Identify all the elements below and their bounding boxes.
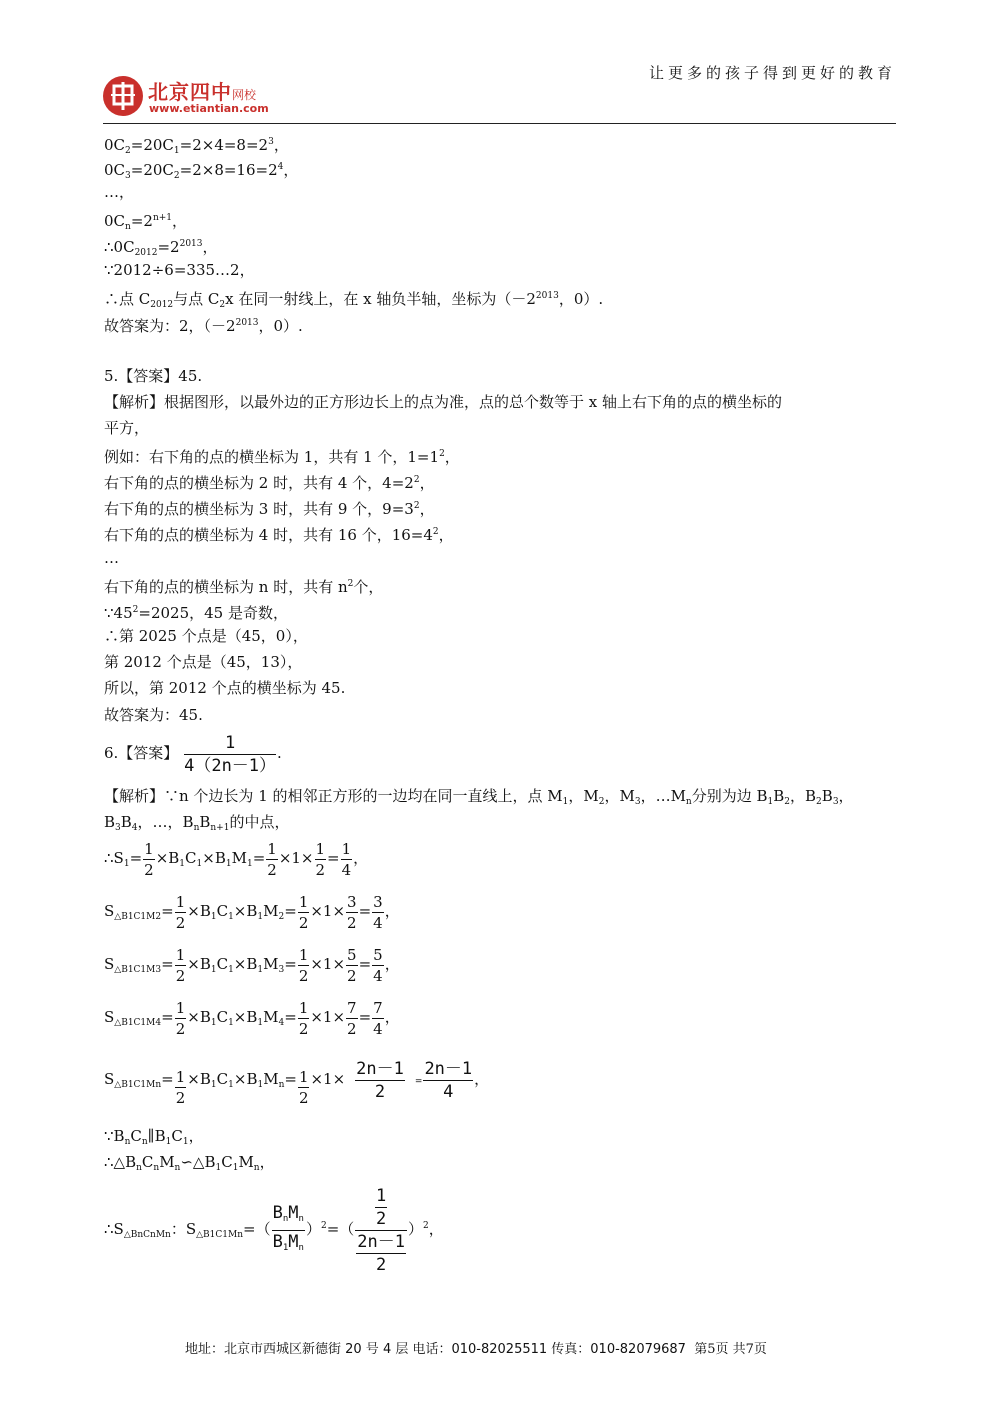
school-logo bbox=[103, 74, 303, 120]
line-parallel: $\because B_nC_n\parallel B_1C_1$， bbox=[104, 1127, 204, 1147]
eq-sn: $S_{\triangle B1C1Mn}=$ $\frac{1}{2}$ $\times B_1C_1\times B_1M_n=$ $\frac{1}{2}$ ×1× $\frac{2n-1}{2}$ = $\frac{2n-1}{4}$ ， bbox=[104, 1058, 490, 1107]
q5-ellipsis: … bbox=[104, 549, 119, 567]
q5-general: 右下角的点的横坐标为 n 时，共有 $n^2$个， bbox=[104, 578, 384, 596]
eq-s4: $S_{\triangle B1C1M4}=$ $\frac{1}{2}$ $\times B_1C_1\times B_1M_4=$ $\frac{1}{2}$ ×1× $\frac{7}{2}$ = $\frac{7}{4}$ ， bbox=[104, 998, 400, 1038]
q5-example-3: 右下角的点的横坐标为 3 时，共有 9 个，$9=3^2$， bbox=[104, 500, 435, 518]
line-division: ∵2012÷6=335…2， bbox=[104, 261, 255, 279]
q6-answer: 6.【答案】 $\frac{1}{4(2n-1)}$ . bbox=[104, 732, 282, 776]
q5-final: 故答案为：45. bbox=[104, 706, 203, 724]
line-ellipsis: …， bbox=[104, 183, 135, 201]
header-slogan: 让更多的孩子得到更好的教育 bbox=[648, 64, 896, 82]
line-answer-4: 故答案为：2，（$-2^{2013}$，0）. bbox=[104, 317, 303, 335]
eq-s2: $S_{\triangle B1C1M2}=$ $\frac{1}{2}$ $\times B_1C_1\times B_1M_2=$ $\frac{1}{2}$ ×1× $\frac{3}{2}$ = $\frac{3}{4}$ ， bbox=[104, 892, 400, 932]
q5-example-1: 例如：右下角的点的横坐标为 1，共有 1 个，$1=1^2$， bbox=[104, 448, 460, 466]
eq-s1: $\therefore S_1=$ $\frac{1}{2}$ $\times B_1C_1\times B_1M_1=$ $\frac{1}{2}$ ×1× $\frac{1}{2}$ = $\frac{1}{4}$ ， bbox=[104, 839, 369, 879]
q5-analysis-cont: 平方， bbox=[104, 419, 150, 437]
line-ocn: $0C_n=2^{n+1}$， bbox=[104, 212, 188, 232]
header-divider bbox=[103, 123, 896, 124]
q5-answer: 5.【答案】45. bbox=[104, 367, 203, 385]
q5-point-2012: 第 2012 个点是（45，13）， bbox=[104, 653, 303, 671]
q6-answer-fraction: $\frac{1}{4(2n-1)}$ bbox=[184, 732, 277, 776]
q5-because: $\because 45^2=2025$，45 是奇数， bbox=[104, 604, 288, 622]
eq-s3: $S_{\triangle B1C1M3}=$ $\frac{1}{2}$ $\times B_1C_1\times B_1M_3=$ $\frac{1}{2}$ ×1× $\frac{5}{2}$ = $\frac{5}{4}$ ， bbox=[104, 945, 400, 985]
q5-analysis: 【解析】根据图形，以最外边的正方形边长上的点为准，点的总个数等于 x 轴上右下角的点的横坐标的 bbox=[104, 393, 783, 411]
q6-analysis: 【解析】∵n 个边长为 1 的相邻正方形的一边均在同一直线上，点 $M_1$，$M_2$，$M_3$，$\dots M_n$分别为边 $B_1B_2$，$B_2B_3$， bbox=[104, 787, 854, 807]
line-ray: ∴点 $C_{2012}$与点 $C_2x$ 在同一射线上，在 x 轴负半轴，坐标为（$-2^{2013}$，0）. bbox=[104, 290, 604, 310]
footer-address: 地址：北京市西城区新德街 20 号 4 层 电话：010-82025511 传真：010-82079687 bbox=[185, 1342, 686, 1357]
q6-analysis-cont: $B_3B_4$，…，$B_nB_{n+1}$的中点， bbox=[104, 813, 290, 833]
eq-ratio: $\therefore S_{\triangle BnCnMn}$：$S_{\triangle B1C1Mn}=$（ $\frac{B_nM_n}{B_1M_n}$ ）$^2$=（ $\frac{\frac{1}{2}}{\frac{2n-1}{2}}$ ）$^2$， bbox=[104, 1185, 444, 1275]
logo-emblem-icon bbox=[103, 76, 143, 116]
q5-therefore: ∴第 2025 个点是（45，0）， bbox=[104, 627, 308, 645]
q5-example-4: 右下角的点的横坐标为 4 时，共有 16 个，$16=4^2$， bbox=[104, 526, 454, 544]
q5-example-2: 右下角的点的横坐标为 2 时，共有 4 个，$4=2^2$， bbox=[104, 474, 435, 492]
line-oc2: $0C_2=20C_1=2\times 4=8=2^3$， bbox=[104, 136, 289, 156]
logo-url: www.etiantian.com bbox=[149, 102, 269, 115]
line-oc3: $0C_3=20C_2=2\times 8=16=2^4$， bbox=[104, 161, 299, 181]
line-similar: $\therefore\triangle B_nC_nM_n∽\triangle B_1C_1M_n$， bbox=[104, 1153, 275, 1173]
line-oc2012: $\therefore 0C_{2012}=2^{2013}$， bbox=[104, 238, 218, 258]
page-footer bbox=[185, 1338, 767, 1357]
page-number: 第5页 共7页 bbox=[694, 1342, 767, 1357]
logo-name: 北京四中网校 bbox=[148, 80, 257, 104]
q5-so: 所以，第 2012 个点的横坐标为 45. bbox=[104, 679, 346, 697]
